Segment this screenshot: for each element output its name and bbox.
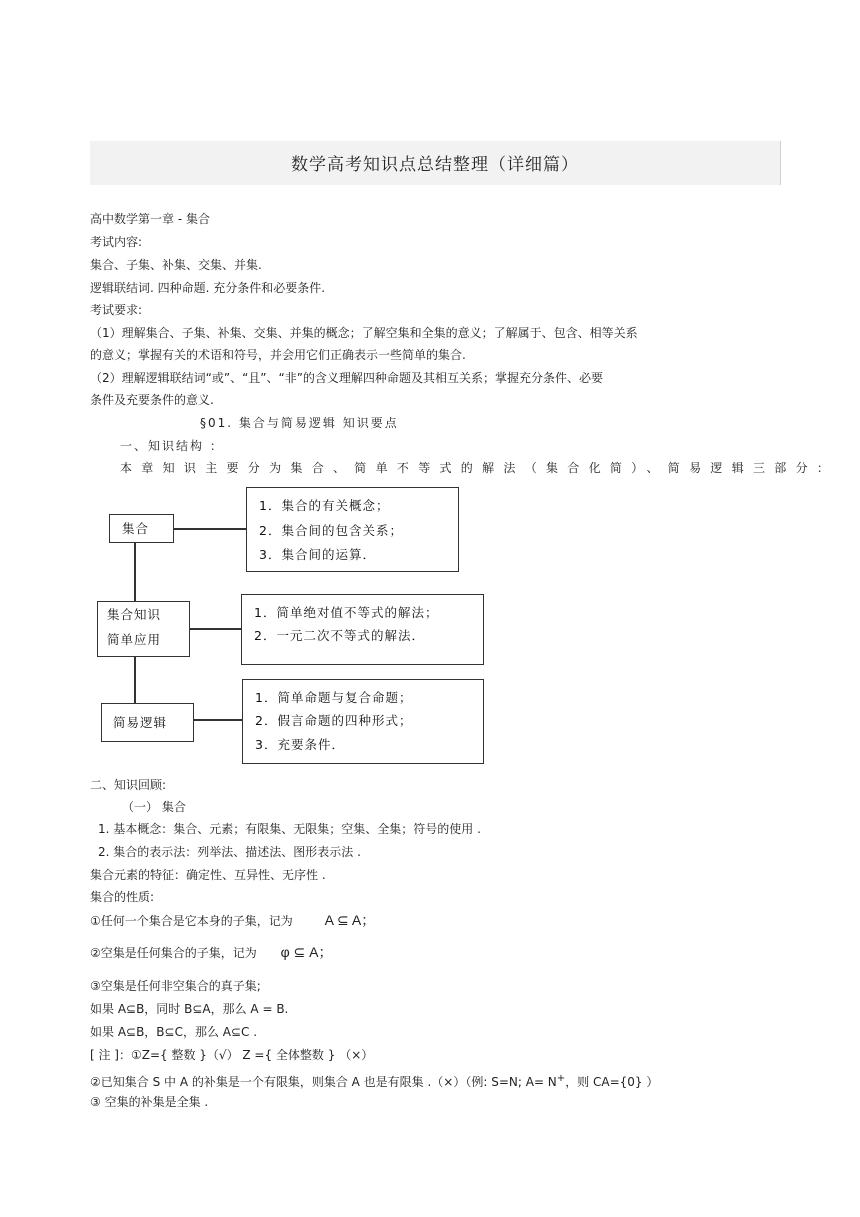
structure-description: 本章知识主要分为集合、简单不等式的解法（集合化简）、简易逻辑三部分：	[120, 461, 839, 475]
list-item: 1．集合的有关概念；	[259, 498, 390, 513]
node-set-application	[97, 601, 190, 657]
property-1-text: ①任何一个集合是它本身的子集，记为	[90, 914, 293, 928]
exam-requirement-label: 考试要求:	[90, 303, 143, 317]
content-line-1: 集合、子集、补集、交集、并集.	[90, 258, 262, 272]
page-title: 数学高考知识点总结整理（详细篇）	[291, 155, 579, 175]
connector-line	[173, 528, 246, 530]
property-2-formula: φ ⊆ A；	[280, 944, 333, 960]
note-2-text-b: ，则 CA={0} ）	[565, 1075, 659, 1089]
structure-label: 一、知识结构 ：	[120, 439, 224, 453]
node-set-application-line2: 简单应用	[107, 632, 162, 647]
note-2	[90, 1071, 658, 1090]
node-simple-logic	[101, 703, 194, 742]
list-item: 1．简单绝对值不等式的解法；	[254, 605, 439, 620]
list-box-set	[246, 487, 459, 572]
node-set-label: 集合	[122, 521, 150, 536]
node-simple-logic-label: 简易逻辑	[113, 715, 168, 730]
list-item: 3．充要条件．	[255, 737, 345, 752]
requirement-2-line-a: （2）理解逻辑联结词“或”、“且”、“非”的含义理解四种命题及其相互关系；掌握充分条件、必要	[90, 371, 603, 385]
list-item: 1．简单命题与复合命题；	[255, 690, 413, 705]
section-title: §01. 集合与简易逻辑 知识要点	[200, 416, 399, 430]
property-2	[90, 944, 333, 961]
list-item: 3．集合间的运算．	[259, 547, 376, 562]
requirement-1-line-b: 的意义；掌握有关的术语和符号，并会用它们正确表示一些简单的集合.	[90, 348, 466, 362]
review-subheading: （一） 集合	[122, 800, 186, 814]
connector-line	[193, 719, 242, 721]
property-2-text: ②空集是任何集合的子集，记为	[90, 946, 257, 960]
exam-content-label: 考试内容:	[90, 235, 143, 249]
note-2-superscript: +	[556, 1073, 566, 1084]
connector-line	[134, 542, 136, 602]
note-2-text-a: ②已知集合 S 中 A 的补集是一个有限集，则集合 A 也是有限集 .（×）（例: S=N; A= N	[90, 1075, 557, 1089]
list-item: 2．假言命题的四种形式；	[255, 713, 413, 728]
list-item: 2．集合间的包含关系；	[259, 523, 403, 538]
requirement-1-line-a: （1）理解集合、子集、补集、交集、并集的概念；了解空集和全集的意义；了解属于、包含、相等关系	[90, 326, 638, 340]
content-line-2: 逻辑联结词. 四种命题. 充分条件和必要条件.	[90, 281, 326, 295]
requirement-2-line-b: 条件及充要条件的意义.	[90, 393, 214, 407]
element-features: 集合元素的特征：确定性、互异性、无序性 .	[90, 868, 326, 882]
property-1-formula: A ⊆ A；	[324, 912, 376, 928]
review-item-1: 1. 基本概念：集合、元素；有限集、无限集；空集、全集；符号的使用 .	[98, 822, 481, 836]
connector-line	[134, 656, 136, 704]
properties-label: 集合的性质:	[90, 890, 155, 904]
note-3: ③ 空集的补集是全集 .	[90, 1095, 209, 1109]
note-1: [ 注 ]：①Z={ 整数 }（√） Z ={ 全体整数 } （×）	[90, 1048, 374, 1062]
subset-rule-1: 如果 A⊆B，同时 B⊆A，那么 A = B.	[90, 1002, 289, 1016]
review-heading: 二、知识回顾:	[90, 778, 167, 792]
subset-rule-2: 如果 A⊆B，B⊆C，那么 A⊆C .	[90, 1025, 258, 1039]
property-3: ③空集是任何非空集合的真子集;	[90, 979, 261, 993]
connector-line	[189, 628, 241, 630]
list-box-inequality	[241, 594, 484, 665]
list-box-logic	[242, 679, 484, 764]
node-set	[109, 514, 174, 543]
chapter-heading: 高中数学第一章 - 集合	[90, 212, 210, 226]
property-1	[90, 912, 375, 929]
list-item: 2．一元二次不等式的解法．	[254, 628, 425, 643]
review-item-2: 2. 集合的表示法：列举法、描述法、图形表示法 .	[98, 845, 361, 859]
node-set-application-line1: 集合知识	[107, 607, 162, 622]
